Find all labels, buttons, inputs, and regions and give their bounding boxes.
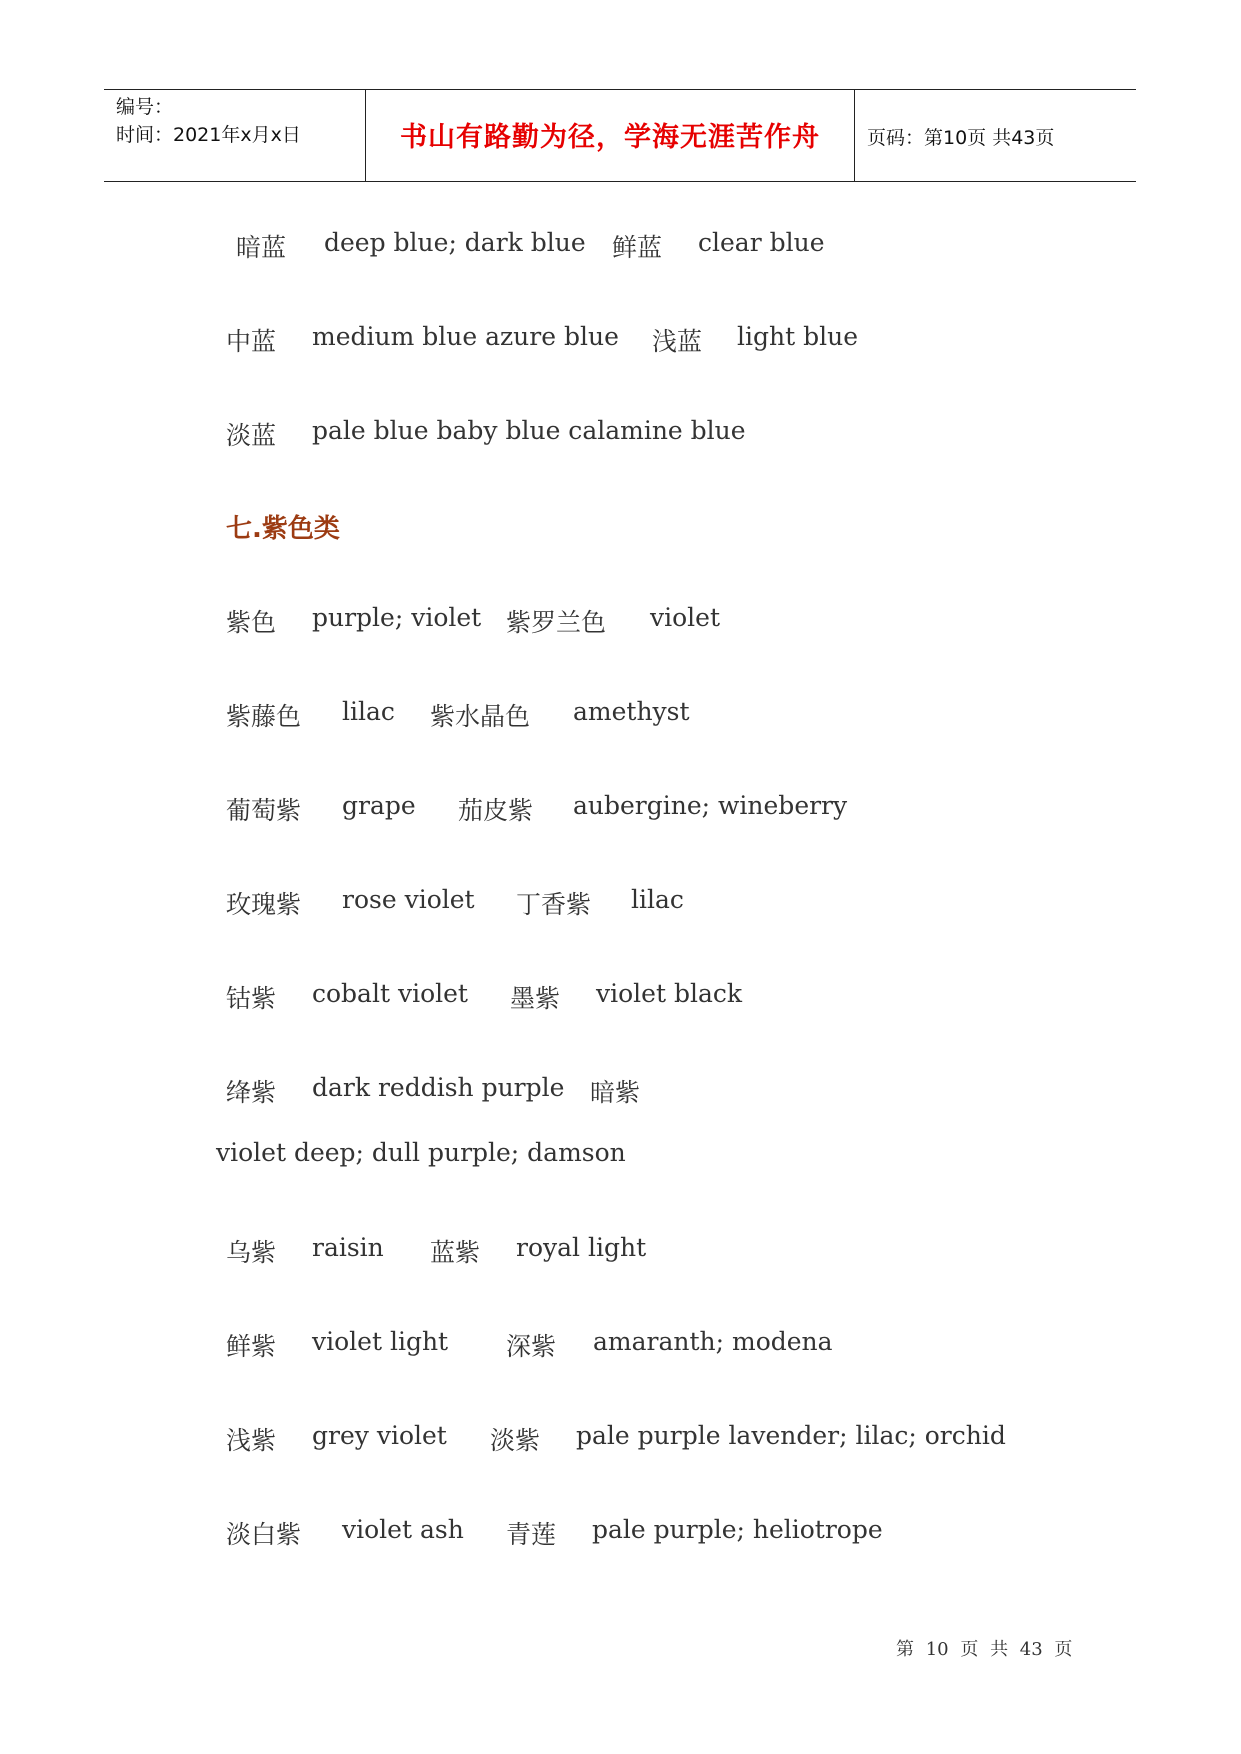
english-term: amethyst: [573, 697, 690, 726]
english-term: amaranth; modena: [593, 1327, 833, 1356]
english-term: royal light: [516, 1233, 647, 1262]
english-term: violet deep; dull purple; damson: [216, 1138, 626, 1167]
chinese-term: 淡紫: [490, 1426, 541, 1455]
chinese-term: 紫水晶色: [430, 702, 531, 731]
english-term: violet light: [312, 1327, 449, 1356]
chinese-term: 玫瑰紫: [226, 890, 302, 919]
english-term: aubergine; wineberry: [573, 791, 848, 820]
chinese-term: 紫罗兰色: [506, 608, 607, 637]
english-term: pale purple lavender; lilac; orchid: [576, 1421, 1006, 1450]
english-term: pale purple; heliotrope: [592, 1515, 883, 1544]
english-term: violet: [650, 603, 721, 632]
page-header: [104, 89, 1136, 182]
chinese-term: 深紫: [506, 1332, 557, 1361]
english-term: deep blue; dark blue: [324, 228, 586, 257]
english-term: rose violet: [342, 885, 475, 914]
chinese-term: 淡蓝: [226, 421, 277, 450]
header-info-cell: [104, 90, 366, 181]
english-term: grey violet: [312, 1421, 447, 1450]
chinese-term: 绛紫: [226, 1078, 277, 1107]
english-term: lilac: [342, 697, 395, 726]
english-term: raisin: [312, 1233, 384, 1262]
chinese-term: 钴紫: [226, 984, 277, 1013]
chinese-term: 茄皮紫: [458, 796, 534, 825]
motto-text: 书山有路勤为径，学海无涯苦作舟: [400, 122, 820, 153]
chinese-term: 淡白紫: [226, 1520, 302, 1549]
english-term: dark reddish purple: [312, 1073, 565, 1102]
section-heading: 七.紫色类: [226, 514, 340, 544]
english-term: grape: [342, 791, 416, 820]
chinese-term: 紫藤色: [226, 702, 302, 731]
chinese-term: 蓝紫: [430, 1238, 481, 1267]
chinese-term: 中蓝: [226, 327, 277, 356]
english-term: light blue: [737, 322, 858, 351]
chinese-term: 暗紫: [590, 1078, 641, 1107]
chinese-term: 紫色: [226, 608, 277, 637]
chinese-term: 浅紫: [226, 1426, 277, 1455]
page-footer: 第 10 页 共 43 页: [896, 1639, 1073, 1660]
english-term: cobalt violet: [312, 979, 468, 1008]
english-term: lilac: [631, 885, 684, 914]
chinese-term: 墨紫: [510, 984, 561, 1013]
english-term: medium blue azure blue: [312, 322, 619, 351]
chinese-term: 葡萄紫: [226, 796, 302, 825]
chinese-term: 丁香紫: [516, 890, 592, 919]
english-term: violet black: [596, 979, 743, 1008]
page-info: 页码：第10页 共43页: [867, 127, 1055, 149]
chinese-term: 乌紫: [226, 1238, 277, 1267]
chinese-term: 青莲: [506, 1520, 557, 1549]
header-motto-cell: [366, 90, 855, 181]
english-term: violet ash: [342, 1515, 464, 1544]
chinese-term: 鲜紫: [226, 1332, 277, 1361]
english-term: clear blue: [698, 228, 825, 257]
chinese-term: 浅蓝: [652, 327, 703, 356]
date-label: 时间：2021年x月x日: [116, 124, 301, 146]
chinese-term: 暗蓝: [236, 233, 287, 262]
doc-number-label: 编号：: [116, 96, 174, 118]
english-term: pale blue baby blue calamine blue: [312, 416, 746, 445]
header-page-cell: [855, 90, 1136, 181]
chinese-term: 鲜蓝: [612, 233, 663, 262]
english-term: purple; violet: [312, 603, 482, 632]
